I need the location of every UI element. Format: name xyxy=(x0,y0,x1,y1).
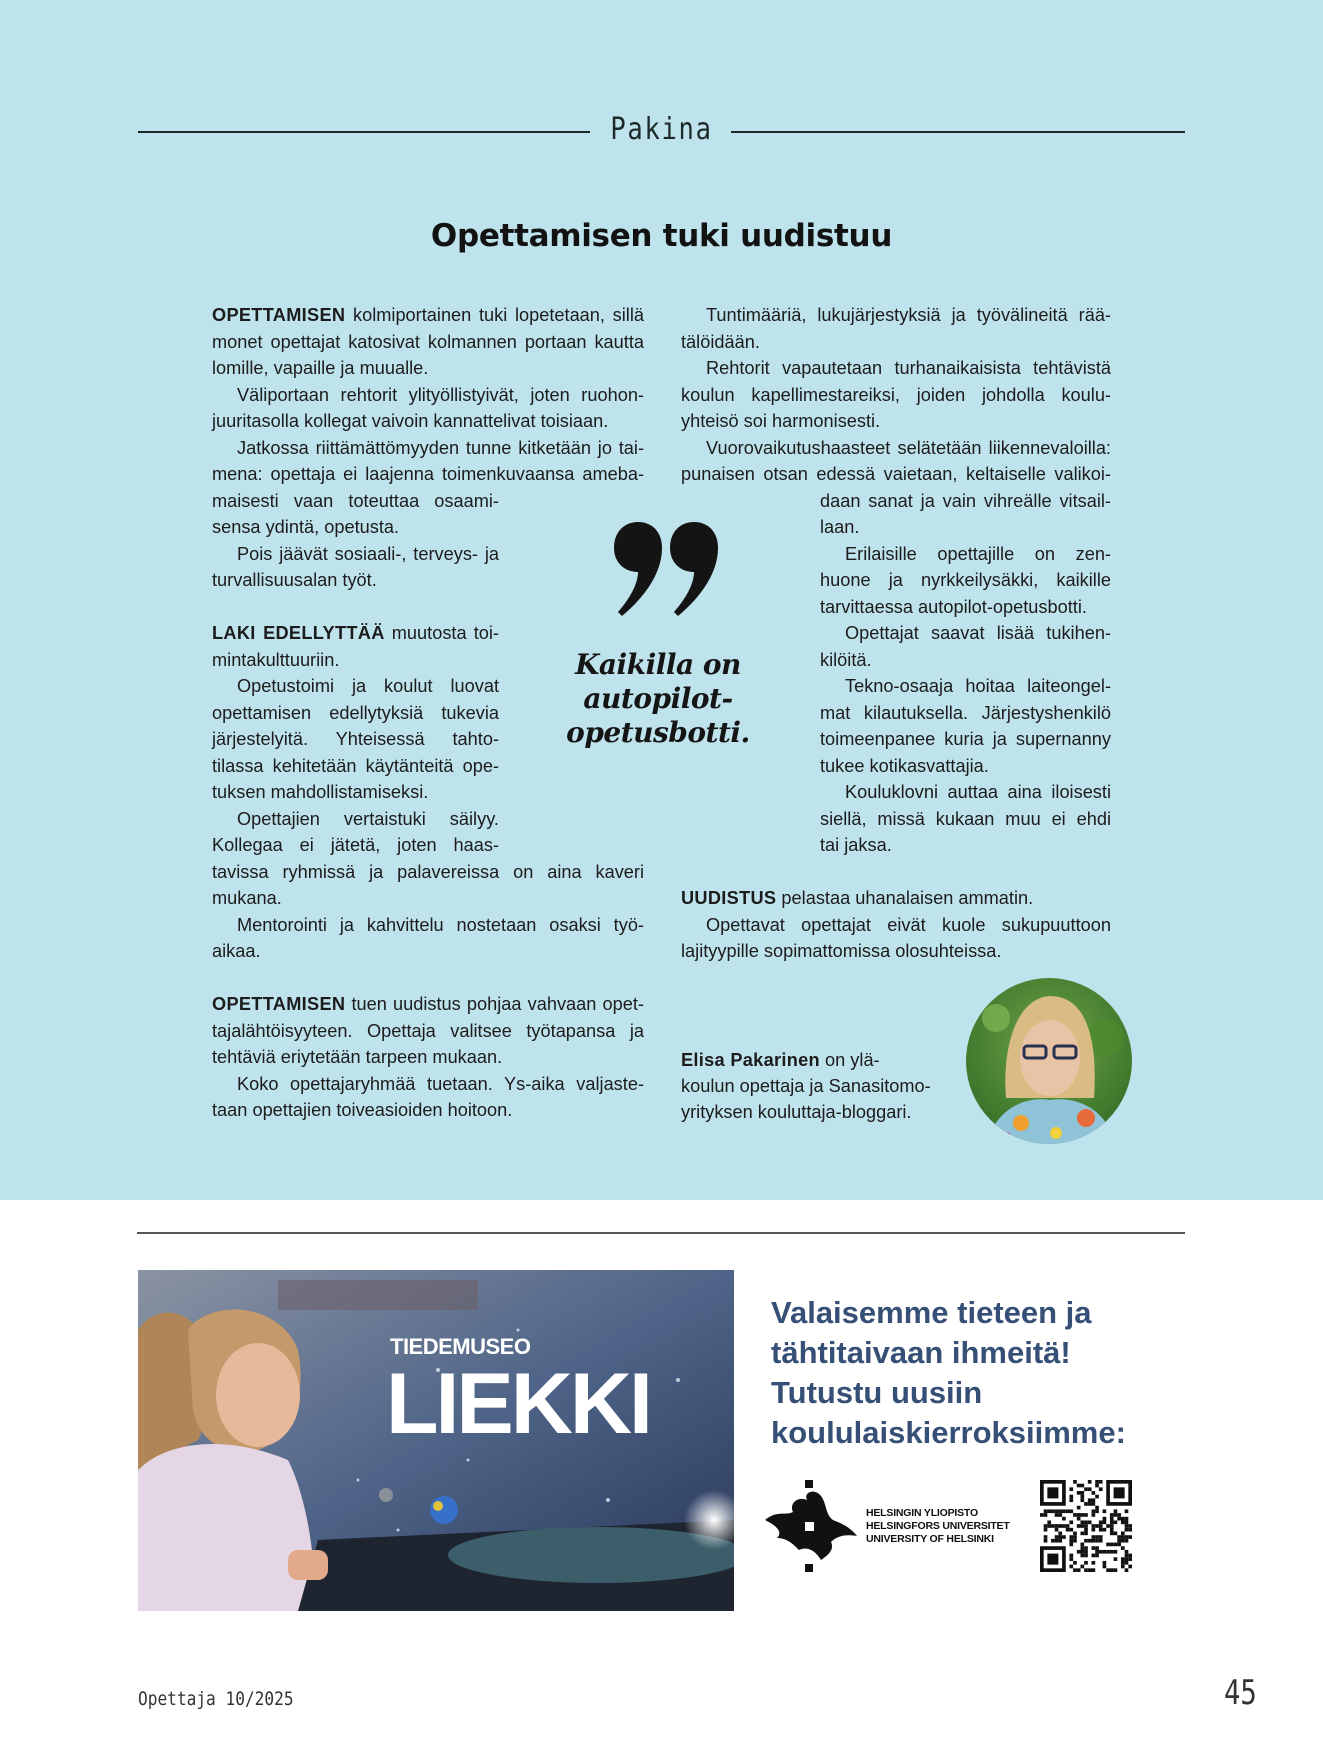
article-line: toimeenpanee kuria ja supernanny xyxy=(820,729,1111,749)
lead-in: OPETTAMISEN xyxy=(212,994,346,1014)
article-line: monet opettajat katosivat kolmannen portaan kautta xyxy=(212,331,644,352)
pull-quote xyxy=(548,648,768,750)
article-line: tuksen mahdollistamiseksi. xyxy=(212,782,429,802)
quote-mark-icon xyxy=(610,520,720,620)
ad-headline-line: Valaisemme tieteen ja xyxy=(771,1295,1092,1330)
article-line: Vuorovaikutushaasteet selätetään liikennevaloilla: xyxy=(706,437,1111,458)
article-line: tukee kotikasvattajia. xyxy=(820,755,989,776)
divider xyxy=(137,1232,1185,1234)
article-line: Opetustoimi ja koulut luovat xyxy=(237,676,499,696)
article-line: mat kilautuksella. Järjestyshenkilö xyxy=(820,702,1111,723)
article-line: mena: opettaja ei laajenna toimenkuvaansa ameba- xyxy=(212,464,644,484)
article-line: maisesti vaan toteuttaa osaami- xyxy=(212,490,499,511)
article-title: Opettamisen tuki uudistuu xyxy=(430,218,893,254)
article-line: punaisen otsan edessä vaietaan, keltaiselle valikoi- xyxy=(681,464,1111,484)
university-of-helsinki-logo-icon xyxy=(763,1480,859,1572)
article-line: LAKI EDELLYTTÄÄ muutosta toi- xyxy=(212,623,499,643)
lead-in: OPETTAMISEN xyxy=(212,305,346,325)
article-line: Kollegaa ei jätetä, joten haas- xyxy=(212,835,499,855)
article-line: lajityypille sopimattomissa olosuhteissa. xyxy=(681,941,1002,961)
article-line: tehtäviä eriytetään tarpeen mukaan. xyxy=(212,1047,503,1067)
lead-in: LAKI EDELLYTTÄÄ xyxy=(212,623,385,643)
ad-image-tiedemuseo-liekki[interactable] xyxy=(138,1270,734,1611)
article-line: Väliportaan rehtorit ylityöllistyivät, joten ruohon- xyxy=(237,384,644,405)
article-line: turvallisuusalan työt. xyxy=(212,570,377,590)
article-line: tajalähtöisyyteen. Opettaja valitsee työtapansa ja xyxy=(212,1020,644,1041)
article-line: mukana. xyxy=(212,888,282,908)
article-line: Erilaisille opettajille on zen- xyxy=(845,543,1111,564)
page-number: 45 xyxy=(1224,1673,1257,1713)
article-line: tarvittaessa autopilot-opetusbotti. xyxy=(820,596,1087,617)
article-line: tai jaksa. xyxy=(820,835,892,855)
article-line: Rehtorit vapautetaan turhanaikaisista tehtävistä xyxy=(706,358,1111,378)
article-line: Jatkossa riittämättömyyden tunne kitketään jo tai- xyxy=(237,437,644,458)
article-line: yhteisö soi harmonisesti. xyxy=(681,411,881,431)
article-line: järjestelyitä. Yhteisessä tahto- xyxy=(212,729,499,749)
article-line: tavissa ryhmissä ja palavereissa on aina kaveri xyxy=(212,861,644,882)
article-line: OPETTAMISEN tuen uudistus pohjaa vahvaan opet- xyxy=(212,994,644,1014)
author-name: Elisa Pakarinen xyxy=(681,1050,820,1070)
publication-issue: Opettaja 10/2025 xyxy=(138,1688,294,1710)
article-line: tälöidään. xyxy=(681,331,760,352)
article-line: Opettavat opettajat eivät kuole sukupuuttoon xyxy=(706,914,1111,935)
article-line: Kouluklovni auttaa aina iloisesti xyxy=(845,782,1111,802)
pull-quote-line: autopilot- xyxy=(583,682,733,715)
article-line: Tuntimääriä, lukujärjestyksiä ja työvälineitä rää- xyxy=(706,305,1111,325)
museum-name: LIEKKI xyxy=(386,1356,650,1452)
article-line: Opettajien vertaistuki säilyy. xyxy=(237,808,499,829)
pull-quote-line: opetusbotti. xyxy=(566,716,750,749)
article-line: opettamisen edellytyksiä tukevia xyxy=(212,702,499,723)
article-line: daan sanat ja vain vihreälle vitsail- xyxy=(820,490,1111,511)
author-bio-line: Elisa Pakarinen on ylä- xyxy=(681,1050,880,1070)
article-line: Mentorointi ja kahvittelu nostetaan osaksi työ- xyxy=(237,914,644,935)
ad-headline-line: Tutustu uusiin xyxy=(771,1375,983,1410)
article-line: Opettajat saavat lisää tukihen- xyxy=(845,623,1111,643)
pull-quote-line: Kaikilla on xyxy=(575,648,741,681)
author-bio-line: koulun opettaja ja Sanasitomo- xyxy=(681,1076,931,1096)
qr-code-icon[interactable] xyxy=(1040,1480,1132,1572)
ad-headline xyxy=(771,1293,1126,1453)
ad-headline-line: koululaiskierroksiimme: xyxy=(771,1415,1126,1450)
article-line: kilöitä. xyxy=(820,649,872,670)
museum-label: TIEDEMUSEO xyxy=(390,1334,531,1359)
article-line: laan. xyxy=(820,517,860,537)
article-line: Pois jäävät sosiaali-, terveys- ja xyxy=(237,543,499,564)
ad-headline-line: tähtitaivaan ihmeitä! xyxy=(771,1335,1071,1370)
article-line: huone ja nyrkkeilysäkki, kaikille xyxy=(820,570,1111,590)
article-line: koulun kapellimestareiksi, joiden johdolla koulu- xyxy=(681,384,1111,405)
article-line: taan opettajien toiveasioiden hoitoon. xyxy=(212,1100,513,1120)
article-line: UUDISTUS pelastaa uhanalaisen ammatin. xyxy=(681,888,1034,908)
article-line: tilassa kehitetään käytänteitä ope- xyxy=(212,755,499,776)
article-line: Koko opettajaryhmää tuetaan. Ys-aika valjaste- xyxy=(237,1073,644,1094)
author-bio-line: yrityksen kouluttaja-bloggari. xyxy=(681,1102,912,1122)
article-line: OPETTAMISEN kolmiportainen tuki lopetetaan, sillä xyxy=(212,305,644,325)
lead-in: UUDISTUS xyxy=(681,888,777,908)
article-line: mintakulttuuriin. xyxy=(212,649,340,670)
section-label: Pakina xyxy=(610,112,713,147)
article-line: juuritasolla kollegat vaivoin kannattelivat toisiaan. xyxy=(212,411,609,431)
article-line: siellä, missä kukaan muu ei ehdi xyxy=(820,808,1111,829)
author-photo xyxy=(966,978,1132,1144)
article-line: sensa ydintä, opetusta. xyxy=(212,517,400,537)
article-line: aikaa. xyxy=(212,941,261,961)
article-line: Tekno-osaaja hoitaa laiteongel- xyxy=(845,676,1111,696)
university-name: HELSINGIN YLIOPISTO HELSINGFORS UNIVERSITET UNIVERSITY OF HELSINKI xyxy=(866,1507,1010,1545)
article-line: lomille, vapaille ja muualle. xyxy=(212,358,429,378)
